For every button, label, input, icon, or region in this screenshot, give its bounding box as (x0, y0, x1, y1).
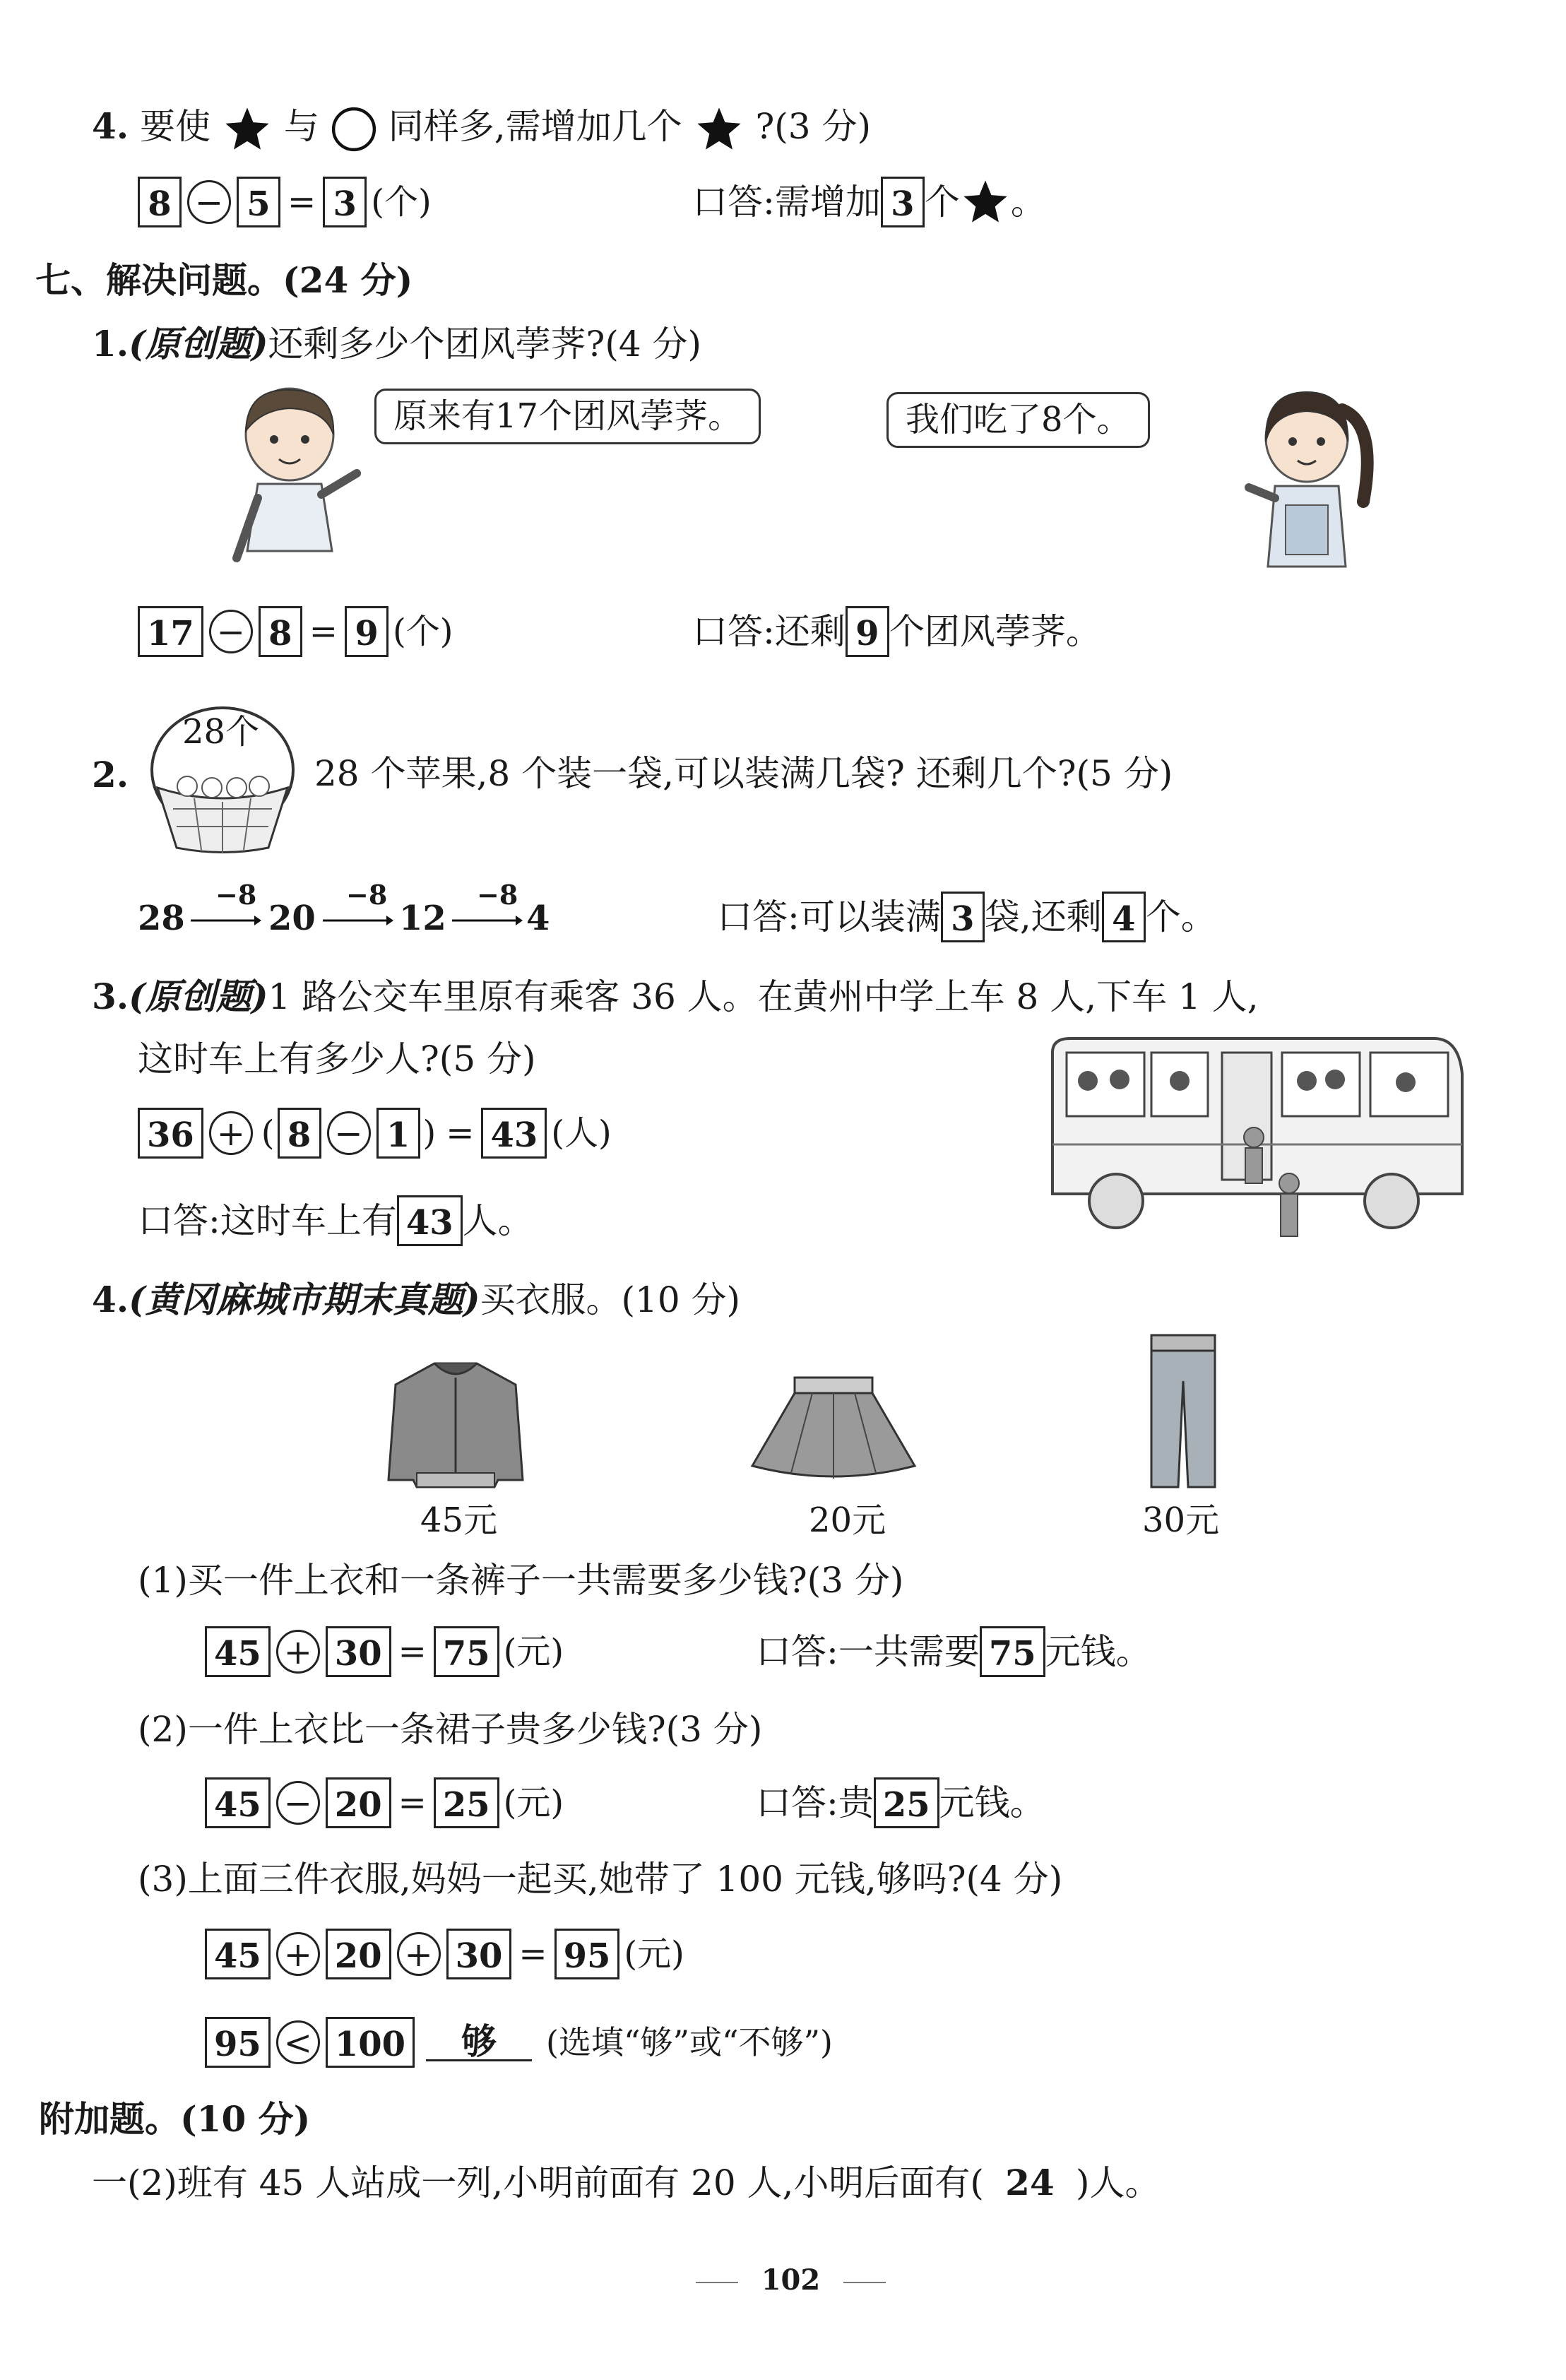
answer-box: 45 (205, 1929, 271, 1979)
answer-text: 口答:一共需要 (756, 1631, 980, 1672)
arrow-icon (191, 910, 261, 931)
q1-equation (138, 606, 453, 657)
answer-box: 9 (345, 606, 388, 657)
answer-text: 个团风荸荠。 (889, 611, 1101, 652)
price-label: 45元 (420, 1500, 498, 1540)
arrow-icon (452, 910, 523, 931)
q4-p3-equation (205, 1929, 684, 1979)
question-text: 28 个苹果,8 个装一袋,可以装满几袋? 还剩几个?(5 分) (314, 753, 1173, 794)
answer-box: 75 (980, 1626, 1045, 1677)
answer-box: 5 (237, 177, 280, 227)
answer-box: 95 (205, 2017, 271, 2068)
q3-equation (138, 1108, 612, 1159)
question-number: 4. (92, 1279, 129, 1320)
answer-box: 25 (874, 1777, 939, 1828)
answer-text: 口答:贵 (756, 1782, 874, 1823)
question-text: 一(2)班有 45 人站成一列,小明前面有 20 人,小明后面有( (92, 2162, 984, 2203)
skirt-illustration (749, 1374, 918, 1487)
answer-box: 30 (446, 1929, 512, 1979)
q4-p1-equation (205, 1626, 564, 1677)
operator-circle: + (209, 1111, 253, 1155)
answer-box: 75 (434, 1626, 499, 1677)
answer-box: 8 (259, 606, 302, 657)
answer-box: 45 (205, 1626, 271, 1677)
chain-value: 12 (399, 899, 446, 938)
answer-box: 4 (1102, 892, 1146, 942)
chain-value: 28 (138, 899, 185, 938)
operator-circle: − (276, 1781, 320, 1825)
circle-icon (331, 106, 377, 153)
chain-value: 20 (268, 899, 316, 938)
answer-text: 个 (924, 182, 960, 223)
answer-box: 9 (846, 606, 889, 657)
answer-box: 30 (326, 1626, 391, 1677)
unit-label: (个) (393, 612, 453, 651)
operator-circle: + (276, 1932, 320, 1976)
answer-box: 8 (278, 1108, 321, 1159)
chain-value: 4 (526, 899, 550, 938)
answer-box: 3 (323, 177, 367, 227)
answer-text: 元钱。 (1045, 1631, 1151, 1672)
star-icon (960, 177, 1011, 227)
equals-sign: = (398, 1632, 427, 1671)
price-label: 20元 (809, 1500, 886, 1540)
answer-box: 100 (326, 2017, 415, 2068)
sub-question: (1)买一件上衣和一条裤子一共需要多少钱?(3 分) (138, 1560, 904, 1601)
answer-box: 25 (434, 1777, 499, 1828)
bonus-answer: 24 (1005, 2162, 1055, 2203)
pants-illustration (1144, 1332, 1222, 1494)
q2-answer (717, 892, 1216, 942)
question-text: 同样多,需增加几个 (388, 106, 682, 147)
q6-4-question (92, 105, 871, 154)
girl-illustration (1229, 381, 1384, 579)
jacket-illustration (385, 1353, 526, 1494)
hint-text: (选填“够”或“不够”) (546, 2023, 833, 2061)
unit-label: (元) (503, 1632, 564, 1671)
section-title: 七、解决问题。(24 分) (35, 259, 413, 301)
page-number-row (696, 2263, 886, 2297)
equals-sign: = (287, 182, 316, 222)
star-icon (694, 105, 745, 154)
q1-question (92, 323, 702, 365)
boy-illustration (219, 381, 374, 579)
speech-bubble-boy: 原来有17个团风荸荠。 (374, 389, 761, 444)
answer-box: 95 (554, 1929, 620, 1979)
divider (843, 2282, 886, 2283)
operator-circle: − (209, 610, 253, 653)
answer-text: 。 (1010, 182, 1046, 223)
equals-sign: = (398, 1783, 427, 1823)
q1-answer (692, 606, 1101, 657)
sub-question: (3)上面三件衣服,妈妈一起买,她带了 100 元钱,够吗?(4 分) (138, 1859, 1063, 1900)
question-text: 与 (283, 106, 319, 147)
q3-question-line1 (92, 976, 1259, 1017)
answer-box: 43 (397, 1195, 463, 1246)
question-number: 2. (92, 754, 129, 795)
chain-step: −8 (215, 879, 257, 911)
divider (696, 2282, 738, 2283)
question-tag: (原创题) (129, 976, 268, 1017)
question-text: 买衣服。(10 分) (480, 1279, 741, 1320)
answer-box: 20 (326, 1777, 391, 1828)
operator-circle: < (276, 2020, 320, 2064)
page-number: 102 (761, 2263, 821, 2297)
answer-text: 袋,还剩 (984, 896, 1102, 937)
chain-step: −8 (477, 879, 518, 911)
operator-circle: + (276, 1630, 320, 1674)
answer-box: 20 (326, 1929, 391, 1979)
answer-text: 口答:需增加 (692, 182, 881, 223)
answer-box: 17 (138, 606, 203, 657)
unit-label: (元) (624, 1934, 684, 1974)
paren: ( (261, 1113, 275, 1153)
sub-question: (2)一件上衣比一条裙子贵多少钱?(3 分) (138, 1709, 763, 1750)
question-text: 1 路公交车里原有乘客 36 人。在黄州中学上车 8 人,下车 1 人, (268, 976, 1259, 1017)
answer-box: 8 (138, 177, 182, 227)
q6-4-answer (692, 177, 1046, 227)
question-number: 1. (92, 323, 129, 365)
unit-label: (人) (551, 1113, 612, 1153)
basket-label: 28个 (182, 712, 260, 752)
q4-p3-compare (205, 2017, 833, 2068)
bus-illustration (1038, 1031, 1469, 1257)
question-tag: (原创题) (129, 323, 268, 365)
operator-circle: + (397, 1932, 441, 1976)
star-icon (222, 105, 273, 154)
q4-p2-equation (205, 1777, 564, 1828)
paren: ) (422, 1113, 437, 1153)
question-text: 还剩多少个团风荸荠?(4 分) (268, 324, 702, 365)
answer-text: 个。 (1145, 896, 1216, 937)
answer-box: 45 (205, 1777, 271, 1828)
question-number: 4. (92, 105, 129, 147)
question-text: 要使 (140, 106, 211, 147)
q4-p1-answer (756, 1626, 1151, 1677)
answer-box: 3 (941, 892, 985, 942)
answer-box: 43 (481, 1108, 547, 1159)
fill-blank: 够 (426, 2024, 532, 2061)
operator-circle: − (327, 1111, 371, 1155)
answer-text: 口答:可以装满 (717, 896, 941, 937)
equals-sign: = (518, 1934, 547, 1974)
question-tag: (黄冈麻城市期末真题) (129, 1279, 480, 1320)
question-text: )人。 (1075, 2162, 1161, 2203)
price-label: 30元 (1142, 1500, 1220, 1540)
answer-text: 口答:还剩 (692, 611, 846, 652)
q6-4-equation (138, 177, 432, 227)
arrow-icon (323, 910, 393, 931)
q4-question (92, 1279, 741, 1320)
equals-sign: = (446, 1113, 475, 1153)
answer-box: 3 (881, 177, 925, 227)
answer-text: 元钱。 (939, 1782, 1045, 1823)
unit-label: (元) (503, 1783, 564, 1823)
answer-box: 1 (376, 1108, 420, 1159)
answer-box: 36 (138, 1108, 203, 1159)
bonus-question (92, 2162, 1161, 2203)
chain-step: −8 (346, 879, 388, 911)
unit-label: (个) (371, 182, 432, 222)
operator-circle: − (187, 180, 231, 224)
q4-p2-answer (756, 1777, 1045, 1828)
answer-text: 人。 (462, 1200, 533, 1241)
q3-answer (138, 1195, 533, 1246)
equals-sign: = (309, 612, 338, 651)
question-text: 这时车上有多少人?(5 分) (138, 1038, 536, 1079)
question-number: 3. (92, 976, 129, 1017)
question-text: ?(3 分) (755, 106, 871, 147)
bonus-title: 附加题。(10 分) (39, 2098, 311, 2140)
speech-bubble-girl: 我们吃了8个。 (886, 392, 1150, 448)
answer-text: 口答:这时车上有 (138, 1200, 397, 1241)
